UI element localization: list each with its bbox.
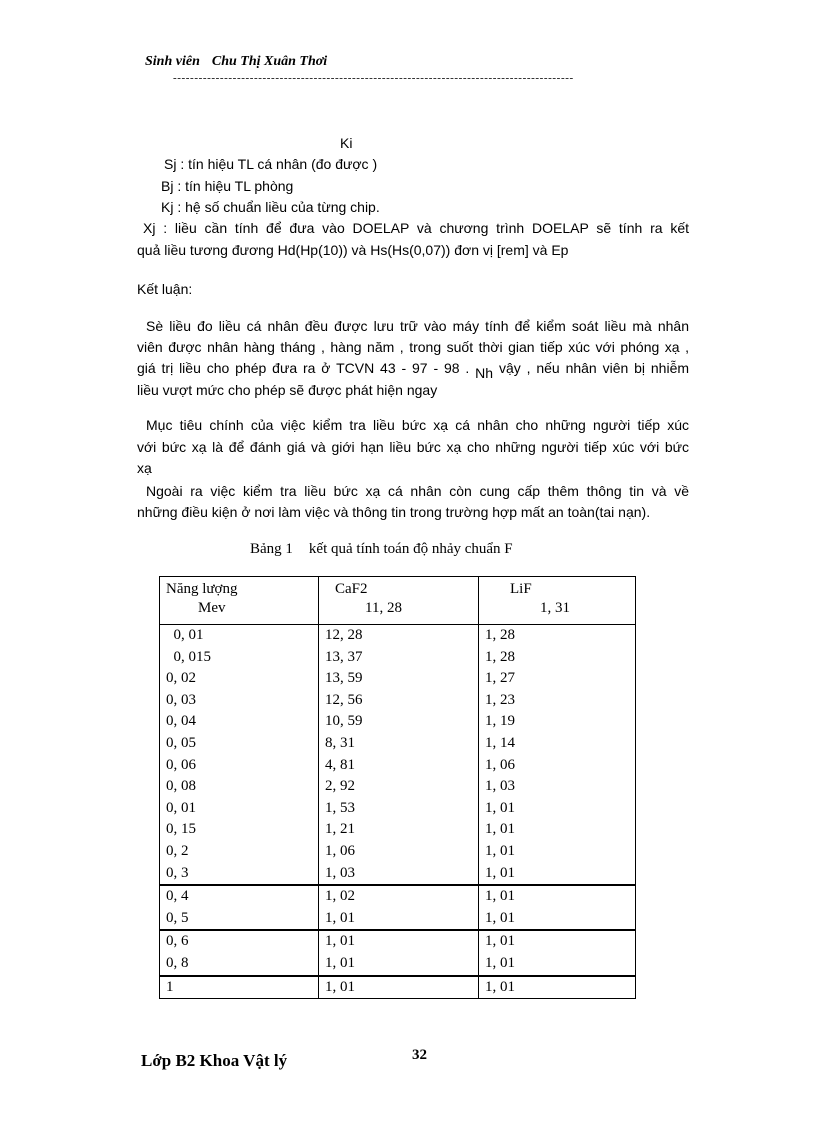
conclusion-p1-line2: viên được nhân hàng tháng , hàng năm , trong suốt thời gian tiếp xúc với phóng xạ , [137, 339, 689, 355]
cell-lif: 1, 01 [479, 976, 636, 999]
cell-lif: 1, 19 [479, 711, 636, 733]
cell-energy: 0, 02 [160, 668, 319, 690]
conclusion-p3-line1: Ngoài ra việc kiểm tra liều bức xạ cá nhân còn cung cấp thêm thông tin và về [146, 483, 689, 499]
cell-energy: 0, 6 [160, 930, 319, 953]
cell-caf2: 1, 02 [319, 885, 479, 908]
def-xj-line1: Xj : liều cần tính để đưa vào DOELAP và chương trình DOELAP sẽ tính ra kết [143, 220, 689, 236]
cell-caf2: 1, 01 [319, 976, 479, 999]
cell-energy: 0, 01 [160, 625, 319, 647]
conclusion-p1-line4: liều vượt mức cho phép sẽ được phát hiện ngay [137, 382, 438, 398]
cell-lif: 1, 01 [479, 908, 636, 931]
cell-lif: 1, 01 [479, 885, 636, 908]
cell-energy: 0, 08 [160, 776, 319, 798]
cell-lif: 1, 03 [479, 776, 636, 798]
table-row [160, 908, 636, 931]
header-lif-value: 1, 31 [540, 600, 570, 616]
table-caption-text: kết quả tính toán độ nhảy chuẩn F [308, 541, 513, 557]
cell-lif: 1, 23 [479, 690, 636, 712]
table-row [160, 976, 636, 999]
cell-caf2: 13, 37 [319, 647, 479, 669]
cell-energy: 0, 8 [160, 953, 319, 976]
table-row [160, 647, 636, 669]
table-row [160, 819, 636, 841]
page-header [145, 54, 327, 70]
conclusion-title: Kết luận: [137, 281, 193, 297]
header-energy-label: Năng lượng [166, 581, 238, 597]
cell-caf2: 1, 01 [319, 930, 479, 953]
header-caf2 [319, 577, 479, 625]
header-author: Chu Thị Xuân Thơi [211, 54, 328, 69]
table-header-row [160, 577, 636, 625]
conclusion-p2-line3: xạ [137, 460, 152, 476]
def-kj: Kj : hệ số chuẩn liều của từng chip. [161, 199, 380, 215]
cell-caf2: 13, 59 [319, 668, 479, 690]
cell-caf2: 8, 31 [319, 733, 479, 755]
table-caption-label: Bảng 1 [250, 541, 293, 557]
cell-energy: 1 [160, 976, 319, 999]
cell-energy: 0, 3 [160, 863, 319, 886]
cell-caf2: 1, 01 [319, 953, 479, 976]
conclusion-p1-line3-b: vậy , nếu nhân viên bị nhiễm [498, 360, 690, 376]
cell-lif: 1, 01 [479, 863, 636, 886]
cell-lif: 1, 28 [479, 647, 636, 669]
table-row [160, 668, 636, 690]
footer-class: Lớp B2 Khoa Vật lý [141, 1051, 288, 1070]
table-row [160, 841, 636, 863]
cell-energy: 0, 04 [160, 711, 319, 733]
cell-lif: 1, 06 [479, 755, 636, 777]
cell-energy: 0, 2 [160, 841, 319, 863]
cell-caf2: 4, 81 [319, 755, 479, 777]
table-row [160, 625, 636, 647]
table-row [160, 930, 636, 953]
cell-energy: 0, 015 [160, 647, 319, 669]
table-row [160, 733, 636, 755]
cell-lif: 1, 01 [479, 930, 636, 953]
table-row [160, 776, 636, 798]
cell-lif: 1, 27 [479, 668, 636, 690]
cell-energy: 0, 5 [160, 908, 319, 931]
cell-caf2: 1, 03 [319, 863, 479, 886]
conclusion-p3-line2: những điều kiện ở nơi làm việc và thông tin trong trường hợp mất an toàn(tai nạn). [137, 504, 651, 520]
cell-caf2: 1, 21 [319, 819, 479, 841]
conclusion-p1-line1: Sè liều đo liều cá nhân đều được lưu trữ vào máy tính để kiểm soát liều mà nhân [146, 318, 689, 334]
cell-lif: 1, 28 [479, 625, 636, 647]
def-ki: Ki [340, 135, 353, 151]
header-energy-unit: Mev [198, 600, 226, 616]
cell-energy: 0, 06 [160, 755, 319, 777]
table-row [160, 798, 636, 820]
table-row [160, 953, 636, 976]
table-caption [250, 541, 513, 558]
conclusion-p1-line3-a: giá trị liều cho phép đưa ra ở TCVN 43 - 97 - 98 . [137, 360, 470, 376]
cell-lif: 1, 01 [479, 953, 636, 976]
cell-caf2: 10, 59 [319, 711, 479, 733]
def-bj: Bj : tín hiệu TL phòng [161, 178, 294, 194]
header-energy [160, 577, 319, 625]
conclusion-p2-line2: với bức xạ là để đánh giá và giới hạn liều bức xạ cho những người tiếp xúc với bức [137, 439, 689, 455]
cell-lif: 1, 01 [479, 819, 636, 841]
header-lif [479, 577, 636, 625]
cell-caf2: 12, 56 [319, 690, 479, 712]
conclusion-p1-line3-sub: Nh [475, 365, 494, 381]
header-prefix: Sinh viên [145, 54, 200, 69]
cell-lif: 1, 01 [479, 798, 636, 820]
cell-caf2: 1, 01 [319, 908, 479, 931]
conclusion-p2-line1: Mục tiêu chính của việc kiểm tra liều bức xạ cá nhân cho những người tiếp xúc [146, 417, 689, 433]
header-lif-label: LiF [510, 581, 532, 597]
cell-energy: 0, 05 [160, 733, 319, 755]
table-row [160, 863, 636, 886]
table-row [160, 711, 636, 733]
cell-caf2: 2, 92 [319, 776, 479, 798]
cell-caf2: 1, 06 [319, 841, 479, 863]
table-row [160, 690, 636, 712]
table-row [160, 755, 636, 777]
header-rule: ---------------------------------------------------------------------------------------------- [173, 72, 574, 84]
cell-lif: 1, 14 [479, 733, 636, 755]
calibration-table [159, 576, 636, 999]
conclusion-p1-line3 [137, 360, 690, 381]
cell-energy: 0, 03 [160, 690, 319, 712]
page-number: 32 [412, 1047, 427, 1063]
cell-lif: 1, 01 [479, 841, 636, 863]
table-row [160, 885, 636, 908]
cell-caf2: 1, 53 [319, 798, 479, 820]
cell-energy: 0, 01 [160, 798, 319, 820]
header-caf2-label: CaF2 [335, 581, 368, 597]
cell-caf2: 12, 28 [319, 625, 479, 647]
cell-energy: 0, 15 [160, 819, 319, 841]
header-caf2-value: 11, 28 [365, 600, 402, 616]
def-sj: Sj : tín hiệu TL cá nhân (đo được ) [164, 156, 378, 172]
def-xj-line2: quả liều tương đương Hd(Hp(10)) và Hs(Hs(0,07)) đơn vị [rem] và Ep [137, 242, 569, 258]
cell-energy: 0, 4 [160, 885, 319, 908]
